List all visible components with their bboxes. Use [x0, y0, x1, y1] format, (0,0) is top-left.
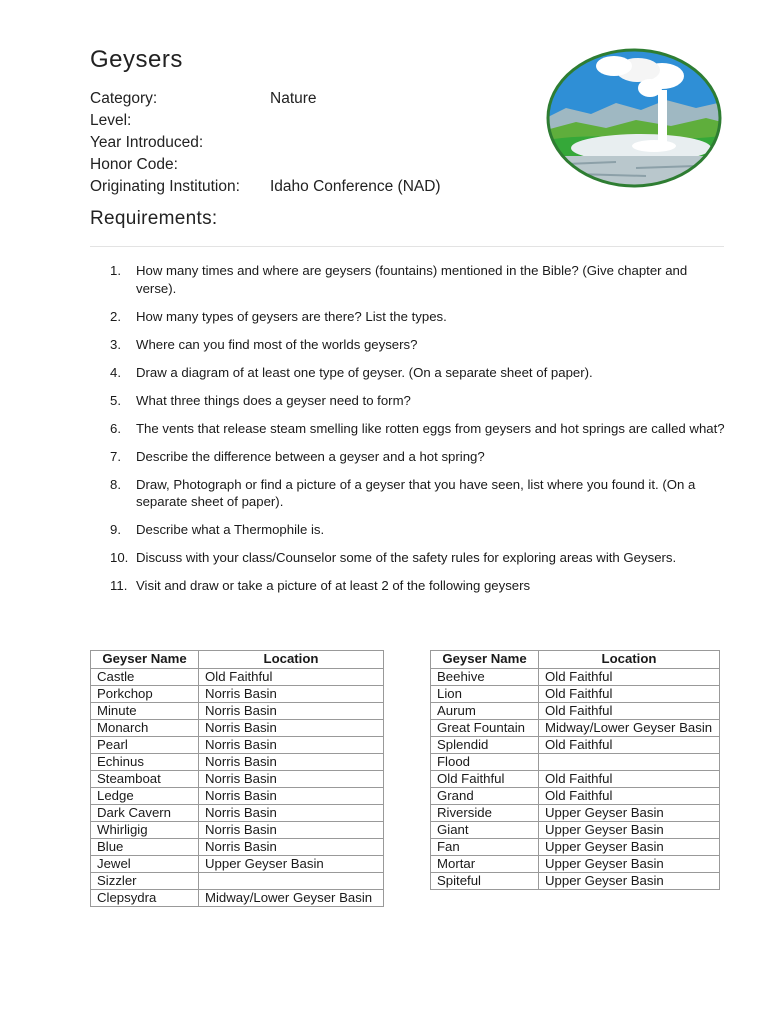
requirement-item: [110, 420, 725, 438]
geyser-name-cell: Sizzler: [91, 873, 199, 890]
honor-meta: [90, 88, 441, 198]
table-row: [431, 788, 720, 805]
location-cell: Old Faithful: [539, 771, 720, 788]
geyser-name-cell: Fan: [431, 839, 539, 856]
table-header-row: [431, 651, 720, 669]
column-header: Geyser Name: [91, 651, 199, 669]
location-cell: Upper Geyser Basin: [539, 822, 720, 839]
geyser-logo-icon: [546, 48, 722, 188]
table-header-row: [91, 651, 384, 669]
table-row: [431, 771, 720, 788]
table-row: [431, 703, 720, 720]
table-row: [431, 669, 720, 686]
geyser-name-cell: Steamboat: [91, 771, 199, 788]
requirement-item: [110, 336, 725, 354]
table-row: [91, 737, 384, 754]
geyser-name-cell: Giant: [431, 822, 539, 839]
table-row: [431, 737, 720, 754]
location-cell: Norris Basin: [199, 754, 384, 771]
meta-label: Level:: [90, 112, 132, 129]
meta-label: Year Introduced:: [90, 134, 204, 151]
location-cell: Old Faithful: [199, 669, 384, 686]
meta-row-level: [90, 110, 441, 132]
location-cell: Old Faithful: [539, 788, 720, 805]
table-row: [91, 669, 384, 686]
requirement-number: 6.: [110, 420, 121, 436]
location-cell: Upper Geyser Basin: [539, 873, 720, 890]
table-row: [91, 873, 384, 890]
requirement-item: [110, 549, 725, 567]
requirement-item: [110, 364, 725, 382]
geyser-name-cell: Lion: [431, 686, 539, 703]
requirement-text: How many times and where are geysers (fountains) mentioned in the Bible? (Give chapter and verse).: [136, 263, 688, 296]
table-row: [431, 856, 720, 873]
location-cell: Old Faithful: [539, 669, 720, 686]
meta-row-institution: [90, 176, 441, 198]
column-header: Location: [199, 651, 384, 669]
table-row: [431, 754, 720, 771]
table-row: [431, 822, 720, 839]
geyser-table-right: [430, 650, 720, 890]
requirement-item: [110, 577, 725, 595]
geyser-name-cell: Porkchop: [91, 686, 199, 703]
table-row: [431, 839, 720, 856]
geyser-name-cell: Dark Cavern: [91, 805, 199, 822]
location-cell: Norris Basin: [199, 788, 384, 805]
geyser-name-cell: Blue: [91, 839, 199, 856]
requirements-heading: Requirements:: [90, 208, 218, 229]
location-cell: Norris Basin: [199, 822, 384, 839]
requirement-item: [110, 521, 725, 539]
requirement-item: [110, 262, 725, 297]
location-cell: [199, 873, 384, 890]
requirement-text: Discuss with your class/Counselor some of the safety rules for exploring areas with Geysers.: [136, 550, 677, 565]
requirement-item: [110, 308, 725, 326]
location-cell: Midway/Lower Geyser Basin: [199, 890, 384, 907]
requirement-number: 4.: [110, 364, 121, 380]
requirement-text: Describe what a Thermophile is.: [136, 522, 325, 537]
location-cell: Old Faithful: [539, 703, 720, 720]
table-row: [91, 788, 384, 805]
geyser-name-cell: Minute: [91, 703, 199, 720]
requirement-number: 8.: [110, 476, 121, 492]
geyser-name-cell: Clepsydra: [91, 890, 199, 907]
requirement-number: 1.: [110, 263, 121, 278]
meta-row-honor-code: [90, 154, 441, 176]
table-row: [91, 890, 384, 907]
geyser-name-cell: Monarch: [91, 720, 199, 737]
meta-label: Originating Institution:: [90, 178, 240, 195]
requirement-number: 5.: [110, 392, 121, 408]
geyser-name-cell: Castle: [91, 669, 199, 686]
requirements-list: [110, 262, 725, 605]
requirement-number: 7.: [110, 448, 121, 464]
geyser-name-cell: Great Fountain: [431, 720, 539, 737]
page-title: Geysers: [90, 46, 183, 73]
geyser-name-cell: Old Faithful: [431, 771, 539, 788]
location-cell: Midway/Lower Geyser Basin: [539, 720, 720, 737]
requirement-item: [110, 392, 725, 410]
location-cell: Upper Geyser Basin: [539, 856, 720, 873]
geyser-name-cell: Pearl: [91, 737, 199, 754]
location-cell: Upper Geyser Basin: [199, 856, 384, 873]
location-cell: Upper Geyser Basin: [539, 805, 720, 822]
requirement-text: Draw, Photograph or find a picture of a geyser that you have seen, list where you found it. (On a separate sheet of paper).: [136, 476, 696, 509]
location-cell: Norris Basin: [199, 839, 384, 856]
column-header: Geyser Name: [431, 651, 539, 669]
meta-row-category: [90, 88, 441, 110]
meta-value: Nature: [270, 90, 317, 107]
requirement-text: How many types of geysers are there? List the types.: [136, 308, 447, 324]
table-row: [431, 720, 720, 737]
meta-label: Honor Code:: [90, 156, 178, 173]
table-body: [431, 669, 720, 890]
location-cell: Old Faithful: [539, 686, 720, 703]
location-cell: Norris Basin: [199, 737, 384, 754]
requirement-text: The vents that release steam smelling like rotten eggs from geysers and hot springs are called what?: [136, 420, 725, 436]
location-cell: Norris Basin: [199, 686, 384, 703]
location-cell: Norris Basin: [199, 771, 384, 788]
location-cell: Norris Basin: [199, 703, 384, 720]
table-body: [91, 669, 384, 907]
geyser-name-cell: Beehive: [431, 669, 539, 686]
geyser-name-cell: Whirligig: [91, 822, 199, 839]
table-row: [91, 805, 384, 822]
requirement-number: 10.: [110, 550, 129, 565]
geyser-name-cell: Riverside: [431, 805, 539, 822]
table-row: [91, 686, 384, 703]
location-cell: [539, 754, 720, 771]
divider: [90, 246, 724, 247]
geyser-name-cell: Aurum: [431, 703, 539, 720]
table-row: [91, 703, 384, 720]
table-row: [91, 771, 384, 788]
geyser-name-cell: Splendid: [431, 737, 539, 754]
requirement-number: 11.: [110, 578, 128, 593]
meta-row-year: [90, 132, 441, 154]
requirement-text: Where can you find most of the worlds geysers?: [136, 336, 418, 352]
location-cell: Upper Geyser Basin: [539, 839, 720, 856]
requirement-text: Describe the difference between a geyser and a hot spring?: [136, 448, 485, 464]
meta-value: Idaho Conference (NAD): [270, 178, 441, 195]
location-cell: Norris Basin: [199, 805, 384, 822]
location-cell: Norris Basin: [199, 720, 384, 737]
table-row: [91, 856, 384, 873]
geyser-name-cell: Mortar: [431, 856, 539, 873]
geyser-name-cell: Jewel: [91, 856, 199, 873]
column-header: Location: [539, 651, 720, 669]
requirement-number: 9.: [110, 522, 121, 537]
requirement-text: Draw a diagram of at least one type of geyser. (On a separate sheet of paper).: [136, 364, 593, 380]
requirement-text: Visit and draw or take a picture of at least 2 of the following geysers: [136, 578, 531, 593]
requirement-item: [110, 448, 725, 466]
geyser-name-cell: Flood: [431, 754, 539, 771]
table-row: [91, 720, 384, 737]
table-row: [91, 839, 384, 856]
geyser-name-cell: Echinus: [91, 754, 199, 771]
geyser-name-cell: Spiteful: [431, 873, 539, 890]
geyser-name-cell: Ledge: [91, 788, 199, 805]
table-row: [91, 822, 384, 839]
meta-label: Category:: [90, 90, 158, 107]
geyser-name-cell: Grand: [431, 788, 539, 805]
requirement-number: 3.: [110, 336, 121, 352]
table-row: [431, 805, 720, 822]
location-cell: Old Faithful: [539, 737, 720, 754]
table-row: [431, 873, 720, 890]
geyser-table-left: [90, 650, 384, 907]
table-row: [431, 686, 720, 703]
requirement-text: What three things does a geyser need to form?: [136, 392, 411, 408]
requirement-item: [110, 476, 725, 511]
table-row: [91, 754, 384, 771]
requirement-number: 2.: [110, 308, 121, 324]
